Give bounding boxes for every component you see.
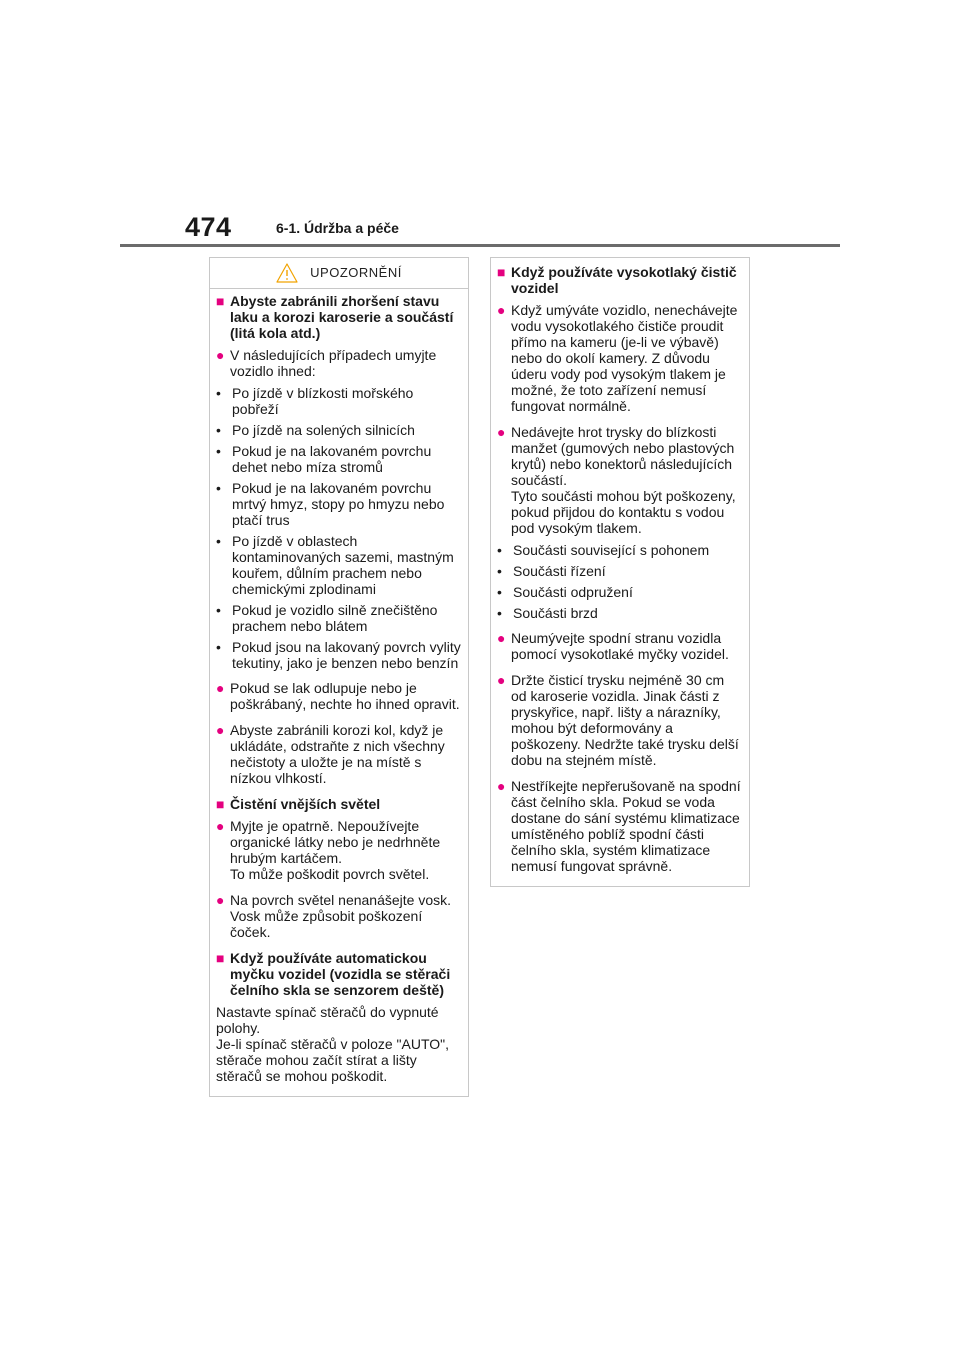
dot-item [216, 818, 462, 882]
subheading-text: Když používáte vysokotlaký čistič vozidel [511, 264, 737, 296]
dot-item-text: Myjte je opatrně. Nepoužívejte organické látky nebo je nedrhněte hrubým kartáčem. To může poškodit povrch světel. [230, 818, 441, 882]
dot-item [497, 672, 743, 768]
dot-item-text: Abyste zabránili korozi kol, když je ukládáte, odstraňte z nich všechny nečistoty a uložte je na místě s nízkou vlhkostí. [230, 722, 445, 786]
subheading [216, 796, 462, 812]
bullet-item [497, 542, 743, 558]
header-rule [120, 244, 840, 247]
subheading-text: Když používáte automatickou myčku vozidel (vozidla se stěrači čelního skla se senzorem deště) [230, 950, 451, 998]
warning-triangle-icon [276, 263, 298, 283]
bullet-item [497, 563, 743, 579]
bullet-marker: • [216, 602, 221, 618]
dot-bullet-icon: ● [497, 424, 506, 440]
bullet-marker: • [216, 480, 221, 496]
bullet-marker: • [497, 542, 502, 558]
bullet-item [216, 602, 462, 634]
bullet-text: Součásti brzd [513, 605, 598, 621]
square-bullet-icon: ■ [216, 950, 225, 966]
dot-item-text: Když umýváte vozidlo, nenechávejte vodu vysokotlakého čističe proudit přímo na kameru (je-li ve výbavě) nebo do okolí kamery. Z důvodu úderu vody pod vysokým tlakem je možné, že toto zařízení nemusí fungovat normálně. [511, 302, 738, 414]
subheading-text: Čistění vnějších světel [230, 796, 381, 812]
bullet-item [497, 605, 743, 621]
dot-bullet-icon: ● [497, 302, 506, 318]
bullet-marker: • [216, 639, 221, 655]
dot-item-text: Nestříkejte nepřerušovaně na spodní část čelního skla. Pokud se voda dostane do sání systému klimatizace umístěného poblíž spodní části čelního skla, systém klimatizace nemusí fungovat správně. [511, 778, 741, 874]
bullet-text: Součásti odpružení [513, 584, 633, 600]
bullet-item [216, 422, 462, 438]
warning-box-right [490, 257, 750, 887]
dot-item [216, 680, 462, 712]
square-bullet-icon: ■ [497, 264, 506, 280]
dot-item [497, 630, 743, 662]
bullet-text: Pokud je vozidlo silně znečištěno prachem nebo blátem [232, 602, 438, 634]
bullet-list [497, 542, 743, 621]
dot-item [216, 892, 462, 940]
dot-item [497, 424, 743, 536]
bullet-marker: • [216, 443, 221, 459]
dot-bullet-icon: ● [497, 630, 506, 646]
dot-bullet-icon: ● [216, 892, 225, 908]
bullet-marker: • [216, 385, 221, 401]
dot-item-text: Nedávejte hrot trysky do blízkosti manžet (gumových nebo plastových krytů) nebo konektorů následujících součástí. Tyto součásti mohou být poškozeny, pokud přijdou do kontaktu s vodou pod vysokým tlakem. [511, 424, 736, 536]
subheading [216, 950, 462, 998]
section-title: 6-1. Údržba a péče [276, 220, 399, 236]
bullet-text: Pokud je na lakovaném povrchu dehet nebo míza stromů [232, 443, 432, 475]
dot-item [216, 722, 462, 786]
bullet-item [216, 443, 462, 475]
warning-header [210, 258, 468, 289]
bullet-text: Po jízdě na solených silnicích [232, 422, 415, 438]
bullet-text: Pokud je na lakovaném povrchu mrtvý hmyz, stopy po hmyzu nebo ptačí trus [232, 480, 445, 528]
subheading-text: Abyste zabránili zhoršení stavu laku a korozi karoserie a součástí (litá kola atd.) [230, 293, 454, 341]
dot-item-text: Pokud se lak odlupuje nebo je poškrábaný, nechte ho ihned opravit. [230, 680, 460, 712]
dot-bullet-icon: ● [216, 347, 225, 363]
dot-item [497, 302, 743, 414]
paragraph: Nastavte spínač stěračů do vypnuté polohy. Je-li spínač stěračů v poloze "AUTO", stěrače mohou začít stírat a lišty stěračů se mohou poškodit. [216, 1004, 449, 1084]
bullet-text: Součásti související s pohonem [513, 542, 710, 558]
bullet-marker: • [216, 533, 221, 549]
dot-item [497, 778, 743, 874]
bullet-text: Součásti řízení [513, 563, 606, 579]
dot-bullet-icon: ● [497, 672, 506, 688]
bullet-item [216, 533, 462, 597]
square-bullet-icon: ■ [216, 796, 225, 812]
dot-bullet-icon: ● [216, 818, 225, 834]
dot-item-text: Držte čisticí trysku nejméně 30 cm od karoserie vozidla. Jinak části z pryskyřice, např. lišty a nárazníky, mohou být deformovány a poškozeny. Nedržte také trysku delší dobu na stejném místě. [511, 672, 739, 768]
bullet-marker: • [497, 605, 502, 621]
bullet-text: Po jízdě v blízkosti mořského pobřeží [232, 385, 414, 417]
dot-item [216, 347, 462, 379]
dot-item-text: Na povrch světel nenanášejte vosk. Vosk může způsobit poškození čoček. [230, 892, 452, 940]
bullet-marker: • [216, 422, 221, 438]
dot-bullet-icon: ● [497, 778, 506, 794]
bullet-text: Pokud jsou na lakovaný povrch vylity tekutiny, jako je benzen nebo benzín [232, 639, 461, 671]
subheading [216, 293, 462, 341]
warning-label: UPOZORNĚNÍ [310, 265, 402, 280]
bullet-marker: • [497, 563, 502, 579]
bullet-item [497, 584, 743, 600]
bullet-marker: • [497, 584, 502, 600]
bullet-item [216, 480, 462, 528]
warning-box-left [209, 257, 469, 1097]
dot-item-text: Neumývejte spodní stranu vozidla pomocí vysokotlaké myčky vozidel. [511, 630, 729, 662]
bullet-item [216, 639, 462, 671]
bullet-item [216, 385, 462, 417]
page-number: 474 [185, 212, 232, 242]
dot-bullet-icon: ● [216, 680, 225, 696]
bullet-list [216, 385, 462, 671]
bullet-text: Po jízdě v oblastech kontaminovaných sazemi, mastným kouřem, důlním prachem nebo chemickými zplodinami [232, 533, 454, 597]
subheading [497, 264, 743, 296]
dot-bullet-icon: ● [216, 722, 225, 738]
dot-item-text: V následujících případech umyjte vozidlo ihned: [230, 347, 437, 379]
square-bullet-icon: ■ [216, 293, 225, 309]
